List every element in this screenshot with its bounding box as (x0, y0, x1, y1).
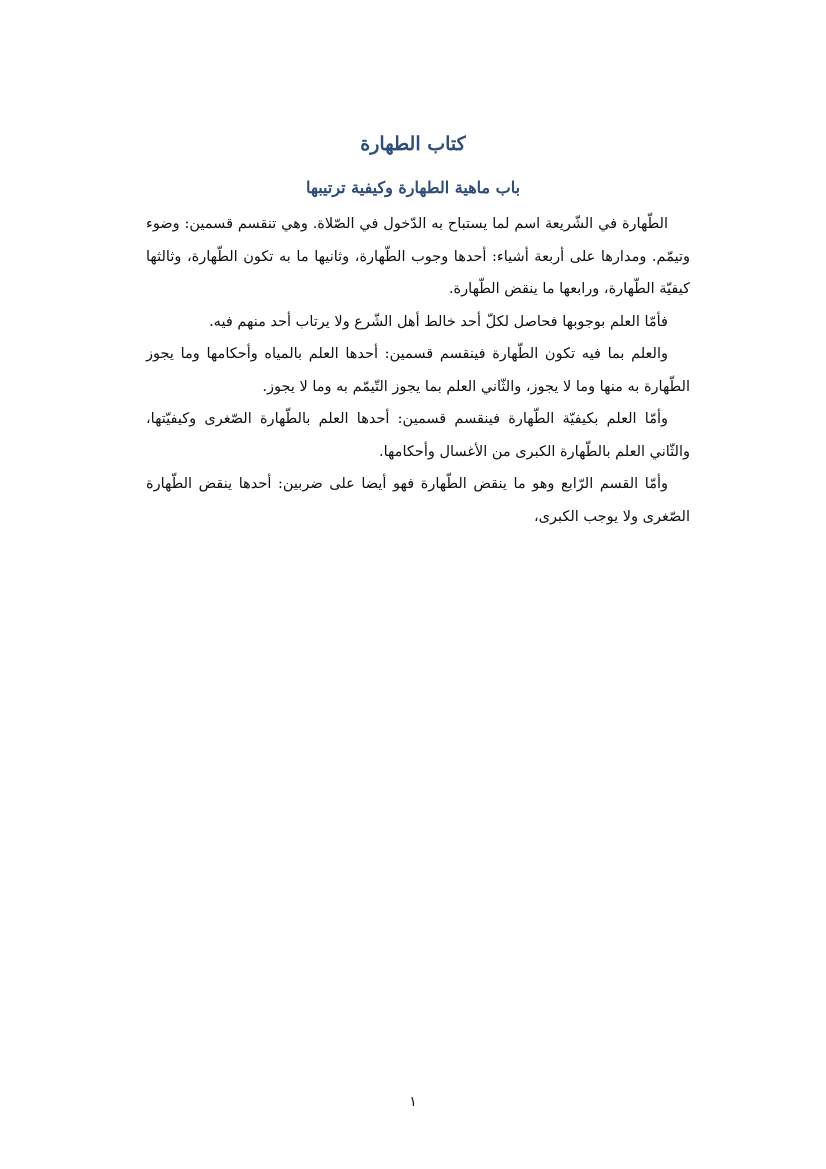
page-number: ١ (409, 1094, 417, 1110)
paragraph: فأمّا العلم بوجوبها فحاصل لكلّ أحد خالط أهل الشّرع ولا يرتاب أحد منهم فيه. (209, 313, 668, 330)
paragraph: والعلم بما فيه تكون الطّهارة فينقسم قسمين: أحدها العلم بالمياه وأحكامها وما يجوز الطّهارة به منها وما لا يجوز، والثّاني العلم بما يجوز التّيمّم به وما لا يجوز. (146, 346, 690, 395)
paragraph: وأمّا القسم الرّابع وهو ما ينقض الطّهارة فهو أيضا على ضربين: أحدها ينقض الطّهارة الصّغرى ولا يوجب الكبرى، (146, 476, 690, 525)
paragraph: الطّهارة في الشّريعة اسم لما يستباح به الدّخول في الصّلاة. وهي تنقسم قسمين: وضوء وتيمّم. ومدارها على أربعة أشياء: أحدها وجوب الطّهارة، وثانيها ما به تكون الطّهارة، وثالثها كيفيّة الطّهارة، ورابعها ما ينقض الطّهارة. (146, 216, 690, 297)
chapter-title: كتاب الطهارة (360, 133, 466, 155)
body-text (146, 208, 690, 533)
section-title: باب ماهية الطهارة وكيفية ترتيبها (305, 178, 521, 197)
paragraph: وأمّا العلم بكيفيّة الطّهارة فينقسم قسمين: أحدها العلم بالطّهارة الصّغرى وكيفيّتها، والثّاني العلم بالطّهارة الكبرى من الأغسال وأحكامها. (146, 411, 690, 460)
